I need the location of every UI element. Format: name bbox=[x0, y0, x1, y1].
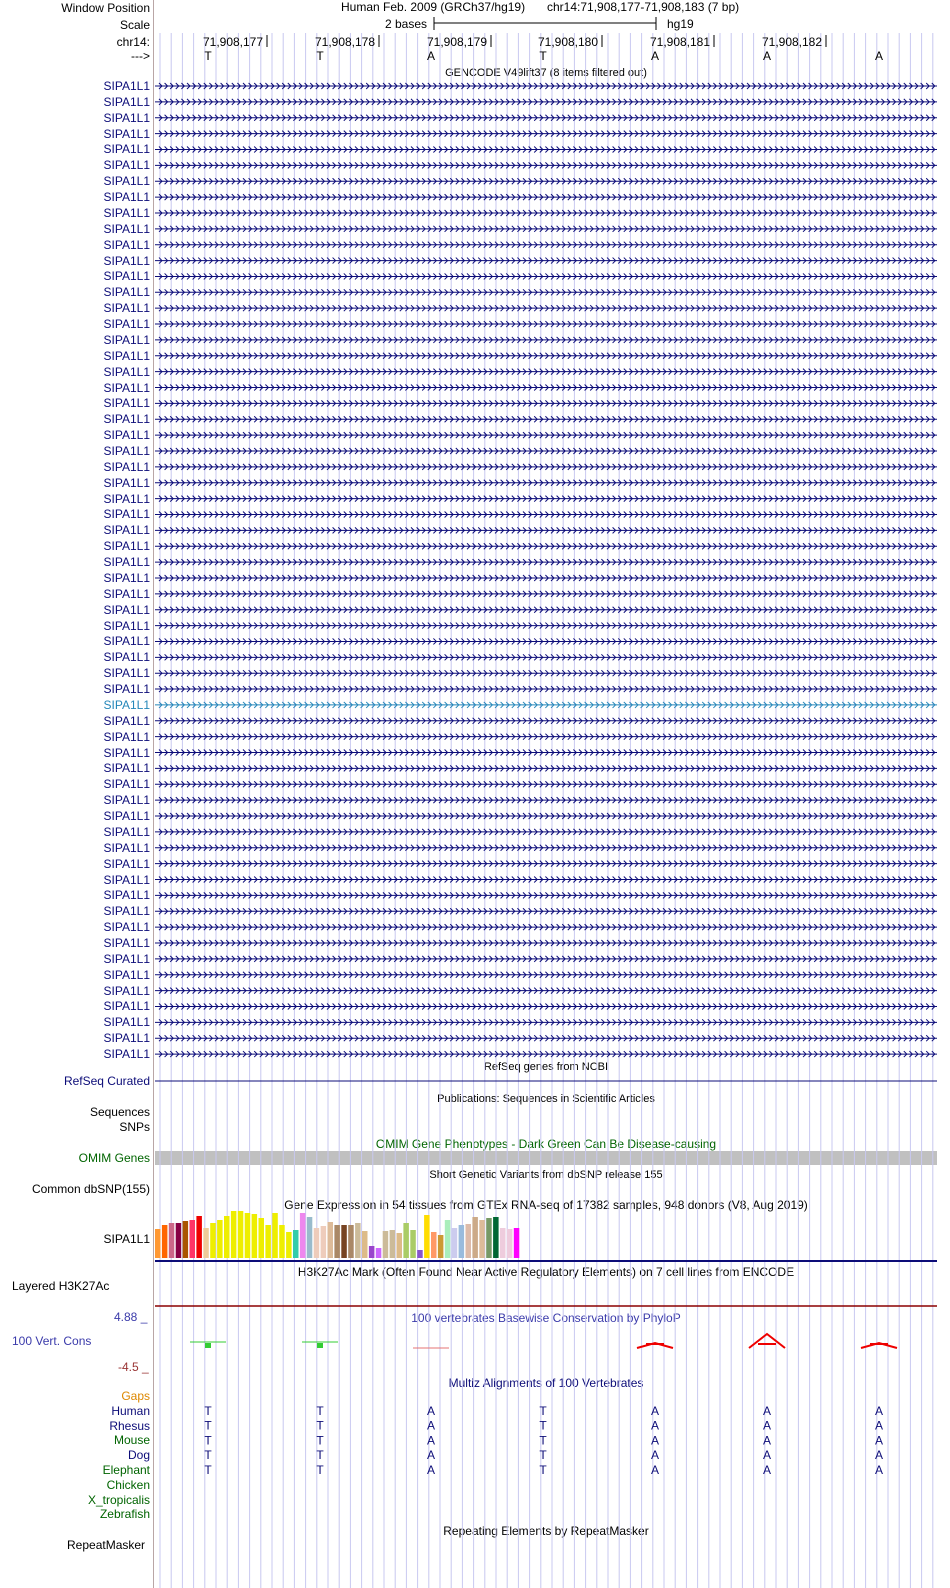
alignment-base: A bbox=[874, 1463, 884, 1477]
gene-label[interactable]: SIPA1L1 bbox=[103, 380, 150, 395]
h3k27ac-label[interactable]: Layered H3K27Ac bbox=[12, 1279, 110, 1293]
alignment-base: T bbox=[316, 1448, 324, 1463]
gene-label[interactable]: SIPA1L1 bbox=[103, 507, 150, 522]
gene-label[interactable]: SIPA1L1 bbox=[103, 221, 150, 236]
gene-label[interactable]: SIPA1L1 bbox=[103, 856, 150, 871]
coordinate-label: 71,908,181 bbox=[649, 35, 711, 49]
gtex-tissue-bar bbox=[183, 1221, 189, 1258]
alignment-base: A bbox=[650, 1463, 660, 1477]
gene-label[interactable]: SIPA1L1 bbox=[103, 539, 150, 554]
gene-label[interactable]: SIPA1L1 bbox=[103, 174, 150, 189]
gtex-tissue-bar bbox=[321, 1226, 327, 1258]
alignment-base: T bbox=[204, 1463, 212, 1477]
gene-label[interactable]: SIPA1L1 bbox=[103, 126, 150, 141]
gtex-tissue-bar bbox=[479, 1220, 485, 1258]
gene-label[interactable]: SIPA1L1 bbox=[103, 237, 150, 252]
gene-label[interactable]: SIPA1L1 bbox=[103, 79, 150, 93]
alignment-base: T bbox=[316, 1463, 324, 1477]
alignment-base: A bbox=[426, 1448, 436, 1463]
dbsnp-label[interactable]: Common dbSNP(155) bbox=[31, 1182, 150, 1196]
reference-base: A bbox=[650, 49, 660, 63]
gene-label[interactable]: SIPA1L1 bbox=[103, 809, 150, 824]
phylop-peak bbox=[861, 1343, 897, 1348]
gencode-title: GENCODE V49lift37 (8 items filtered out) bbox=[445, 67, 647, 79]
gtex-tissue-bar bbox=[334, 1225, 340, 1258]
reference-base: T bbox=[316, 49, 324, 63]
species-label[interactable]: Rhesus bbox=[109, 1418, 150, 1433]
gene-label[interactable]: SIPA1L1 bbox=[103, 285, 150, 300]
gene-label[interactable]: SIPA1L1 bbox=[103, 761, 150, 776]
gene-label[interactable]: SIPA1L1 bbox=[103, 301, 150, 316]
coordinate-label: 71,908,179 bbox=[426, 35, 488, 49]
gtex-title: Gene Expression in 54 tissues from GTEx RNA-seq of 17382 samples, 948 donors (V8, Aug 2019) bbox=[284, 1198, 808, 1212]
alignment-base: T bbox=[539, 1433, 547, 1448]
gtex-tissue-bar bbox=[176, 1223, 182, 1258]
phylop-negative-bar bbox=[205, 1343, 211, 1348]
gene-label[interactable]: SIPA1L1 bbox=[103, 793, 150, 808]
reference-base: T bbox=[204, 49, 212, 63]
gtex-tissue-bar bbox=[196, 1216, 202, 1258]
alignment-base: A bbox=[762, 1433, 772, 1448]
gene-label[interactable]: SIPA1L1 bbox=[103, 967, 150, 982]
gene-label[interactable]: SIPA1L1 bbox=[103, 745, 150, 760]
gtex-tissue-bar bbox=[210, 1223, 216, 1258]
gtex-tissue-bar bbox=[493, 1217, 499, 1258]
alignment-base: A bbox=[426, 1433, 436, 1448]
gene-label[interactable]: SIPA1L1 bbox=[103, 777, 150, 792]
repeatmasker-label[interactable]: RepeatMasker bbox=[67, 1538, 146, 1552]
gene-label[interactable]: SIPA1L1 bbox=[103, 317, 150, 332]
gene-label[interactable]: SIPA1L1 bbox=[103, 348, 150, 363]
gtex-tissue-bar bbox=[369, 1246, 375, 1258]
gtex-tissue-bar bbox=[445, 1220, 451, 1258]
chrom-label: chr14: bbox=[116, 35, 150, 49]
gtex-tissue-bar bbox=[383, 1231, 389, 1258]
alignment-base: A bbox=[762, 1418, 772, 1433]
gtex-tissue-bar bbox=[190, 1220, 196, 1258]
alignment-base: A bbox=[762, 1463, 772, 1477]
alignment-base: A bbox=[874, 1433, 884, 1448]
repeatmasker-title: Repeating Elements by RepeatMasker bbox=[443, 1524, 649, 1538]
alignment-base: T bbox=[204, 1448, 212, 1463]
scale-db: hg19 bbox=[667, 17, 694, 31]
gene-label[interactable]: SIPA1L1 bbox=[103, 269, 150, 284]
gtex-tissue-bar bbox=[472, 1217, 478, 1258]
publications-label-sequences[interactable]: Sequences bbox=[89, 1105, 150, 1119]
omim-title: OMIM Gene Phenotypes - Dark Green Can Be Disease-causing bbox=[375, 1137, 717, 1151]
gtex-tissue-bar bbox=[231, 1211, 237, 1258]
gtex-tissue-bar bbox=[314, 1228, 320, 1258]
reference-base: A bbox=[426, 49, 436, 63]
gene-label[interactable]: SIPA1L1 bbox=[103, 983, 150, 998]
gene-label[interactable]: SIPA1L1 bbox=[103, 1047, 150, 1062]
gtex-tissue-bar bbox=[286, 1232, 292, 1258]
alignment-base: T bbox=[204, 1418, 212, 1433]
alignment-base: T bbox=[204, 1403, 212, 1418]
gene-label[interactable]: SIPA1L1 bbox=[103, 396, 150, 411]
species-label[interactable]: Chicken bbox=[106, 1477, 150, 1492]
gene-label[interactable]: SIPA1L1 bbox=[103, 428, 150, 443]
gtex-tissue-bar bbox=[300, 1213, 306, 1258]
species-label[interactable]: Zebrafish bbox=[99, 1507, 150, 1522]
assembly-title: Human Feb. 2009 (GRCh37/hg19) bbox=[341, 0, 526, 14]
gene-label[interactable]: SIPA1L1 bbox=[103, 729, 150, 744]
alignment-base: A bbox=[762, 1403, 772, 1418]
species-label[interactable]: X_tropicalis bbox=[87, 1492, 150, 1507]
gtex-tissue-bar bbox=[328, 1222, 334, 1258]
gene-label[interactable]: SIPA1L1 bbox=[103, 332, 150, 347]
gene-label[interactable]: SIPA1L1 bbox=[103, 666, 150, 681]
alignment-base: A bbox=[874, 1403, 884, 1418]
gtex-tissue-bar bbox=[362, 1231, 368, 1258]
species-label[interactable]: Elephant bbox=[102, 1463, 150, 1477]
phylop-label[interactable]: 100 Vert. Cons bbox=[12, 1334, 92, 1348]
alignment-base: T bbox=[539, 1463, 547, 1477]
gene-label[interactable]: SIPA1L1 bbox=[103, 713, 150, 728]
gtex-tissue-bar bbox=[486, 1218, 492, 1258]
gene-label[interactable]: SIPA1L1 bbox=[103, 110, 150, 125]
gtex-tissue-bar bbox=[424, 1215, 430, 1258]
reference-base: A bbox=[762, 49, 772, 63]
gene-label[interactable]: SIPA1L1 bbox=[103, 888, 150, 903]
gtex-tissue-bar bbox=[459, 1225, 465, 1258]
alignment-base: A bbox=[650, 1448, 660, 1463]
gene-label[interactable]: SIPA1L1 bbox=[103, 1031, 150, 1046]
reference-base: A bbox=[874, 49, 884, 63]
alignment-base: T bbox=[539, 1403, 547, 1418]
gtex-tissue-bar bbox=[169, 1223, 175, 1258]
gtex-tissue-bar bbox=[417, 1250, 423, 1258]
gtex-gene-label[interactable]: SIPA1L1 bbox=[103, 1232, 150, 1246]
gene-label[interactable]: SIPA1L1 bbox=[103, 1015, 150, 1030]
alignment-base: A bbox=[650, 1418, 660, 1433]
gtex-tissue-bar bbox=[245, 1213, 251, 1258]
gene-label[interactable]: SIPA1L1 bbox=[103, 951, 150, 966]
phylop-title: 100 vertebrates Basewise Conservation by PhyloP bbox=[411, 1311, 681, 1325]
alignment-base: T bbox=[316, 1418, 324, 1433]
gtex-tissue-bar bbox=[162, 1225, 168, 1258]
gene-label[interactable]: SIPA1L1 bbox=[103, 697, 150, 712]
gtex-tissue-bar bbox=[410, 1230, 416, 1258]
gtex-tissue-bar bbox=[265, 1225, 271, 1258]
gene-label[interactable]: SIPA1L1 bbox=[103, 999, 150, 1014]
gene-label[interactable]: SIPA1L1 bbox=[103, 444, 150, 458]
coordinate-label: 71,908,182 bbox=[761, 35, 823, 49]
gtex-tissue-bar bbox=[341, 1225, 347, 1258]
gtex-tissue-bar bbox=[307, 1217, 313, 1258]
gene-label[interactable]: SIPA1L1 bbox=[103, 475, 150, 490]
phylop-max: 4.88 _ bbox=[114, 1310, 148, 1324]
gtex-tissue-bar bbox=[203, 1228, 209, 1258]
phylop-negative-bar bbox=[317, 1343, 323, 1348]
gtex-tissue-bar bbox=[252, 1214, 258, 1258]
gtex-tissue-bar bbox=[293, 1230, 299, 1258]
gtex-tissue-bar bbox=[217, 1220, 223, 1258]
gtex-tissue-bar bbox=[514, 1228, 520, 1258]
gene-label[interactable]: SIPA1L1 bbox=[103, 935, 150, 950]
coordinate-label: 71,908,177 bbox=[202, 35, 264, 49]
gene-label[interactable]: SIPA1L1 bbox=[103, 570, 150, 585]
position-readout: chr14:71,908,177-71,908,183 (7 bp) bbox=[547, 0, 740, 14]
gtex-tissue-bar bbox=[376, 1248, 382, 1258]
strand-label: ---> bbox=[131, 49, 150, 63]
multiz-title: Multiz Alignments of 100 Vertebrates bbox=[448, 1376, 644, 1390]
phylop-min: -4.5 _ bbox=[118, 1360, 149, 1374]
gtex-tissue-bar bbox=[259, 1218, 265, 1258]
gtex-tissue-bar bbox=[272, 1213, 278, 1258]
gene-label[interactable]: SIPA1L1 bbox=[103, 824, 150, 839]
reference-base: T bbox=[539, 49, 547, 63]
scale-text: 2 bases bbox=[385, 17, 428, 31]
gene-label[interactable]: SIPA1L1 bbox=[103, 523, 150, 538]
gene-label[interactable]: SIPA1L1 bbox=[103, 555, 150, 570]
gene-label[interactable]: SIPA1L1 bbox=[103, 205, 150, 220]
gtex-tissue-bar bbox=[155, 1229, 161, 1258]
gene-label[interactable]: SIPA1L1 bbox=[103, 682, 150, 697]
alignment-base: A bbox=[874, 1418, 884, 1433]
publications-label-snps[interactable]: SNPs bbox=[119, 1120, 150, 1134]
gene-label[interactable]: SIPA1L1 bbox=[103, 602, 150, 617]
gene-label[interactable]: SIPA1L1 bbox=[103, 491, 150, 506]
refseq-label[interactable]: RefSeq Curated bbox=[63, 1074, 150, 1088]
h3k27ac-title: H3K27Ac Mark (Often Found Near Active Regulatory Elements) on 7 cell lines from ENCODE bbox=[297, 1265, 795, 1279]
species-label[interactable]: Gaps bbox=[121, 1389, 150, 1403]
gtex-tissue-bar bbox=[452, 1228, 458, 1258]
species-label[interactable]: Dog bbox=[127, 1448, 150, 1463]
alignment-base: T bbox=[539, 1418, 547, 1433]
gene-label[interactable]: SIPA1L1 bbox=[103, 634, 150, 649]
gene-label[interactable]: SIPA1L1 bbox=[103, 618, 150, 633]
gene-label[interactable]: SIPA1L1 bbox=[103, 904, 150, 919]
gtex-tissue-bar bbox=[238, 1211, 244, 1258]
gene-label[interactable]: SIPA1L1 bbox=[103, 94, 150, 109]
phylop-peak bbox=[637, 1343, 673, 1348]
alignment-base: T bbox=[204, 1433, 212, 1448]
gtex-tissue-bar bbox=[500, 1228, 506, 1258]
gtex-tissue-bar bbox=[397, 1233, 403, 1258]
publications-title: Publications: Sequences in Scientific Articles bbox=[437, 1093, 655, 1105]
alignment-base: A bbox=[874, 1448, 884, 1463]
phylop-peak bbox=[749, 1334, 785, 1348]
gene-label[interactable]: SIPA1L1 bbox=[103, 253, 150, 268]
gene-label[interactable]: SIPA1L1 bbox=[103, 872, 150, 887]
alignment-base: A bbox=[426, 1418, 436, 1433]
gtex-tissue-bar bbox=[403, 1223, 409, 1258]
species-label[interactable]: Mouse bbox=[113, 1433, 150, 1448]
alignment-base: T bbox=[316, 1433, 324, 1448]
scale-label: Scale bbox=[119, 18, 150, 32]
gtex-tissue-bar bbox=[507, 1229, 513, 1258]
gene-label[interactable]: SIPA1L1 bbox=[103, 920, 150, 935]
alignment-base: T bbox=[316, 1403, 324, 1418]
alignment-base: A bbox=[650, 1433, 660, 1448]
species-label[interactable]: Human bbox=[111, 1403, 150, 1418]
gtex-tissue-bar bbox=[224, 1216, 230, 1258]
gtex-tissue-bar bbox=[348, 1225, 354, 1258]
gene-label[interactable]: SIPA1L1 bbox=[103, 364, 150, 379]
window-position-label: Window Position bbox=[61, 1, 150, 15]
gene-label[interactable]: SIPA1L1 bbox=[103, 650, 150, 665]
gene-label[interactable]: SIPA1L1 bbox=[103, 840, 150, 855]
gene-label[interactable]: SIPA1L1 bbox=[103, 586, 150, 601]
alignment-base: A bbox=[650, 1403, 660, 1418]
coordinate-label: 71,908,178 bbox=[314, 35, 376, 49]
gene-label[interactable]: SIPA1L1 bbox=[103, 412, 150, 427]
alignment-base: T bbox=[539, 1448, 547, 1463]
gene-label[interactable]: SIPA1L1 bbox=[103, 158, 150, 173]
gtex-tissue-bar bbox=[431, 1232, 437, 1258]
coordinate-label: 71,908,180 bbox=[537, 35, 599, 49]
gtex-tissue-bar bbox=[355, 1223, 361, 1258]
gtex-tissue-bar bbox=[438, 1235, 444, 1258]
gene-label[interactable]: SIPA1L1 bbox=[103, 459, 150, 474]
gene-label[interactable]: SIPA1L1 bbox=[103, 190, 150, 205]
alignment-base: A bbox=[426, 1403, 436, 1418]
omim-label[interactable]: OMIM Genes bbox=[78, 1151, 150, 1165]
gene-label[interactable]: SIPA1L1 bbox=[103, 142, 150, 157]
gtex-tissue-bar bbox=[279, 1225, 285, 1258]
alignment-base: A bbox=[426, 1463, 436, 1477]
gtex-tissue-bar bbox=[390, 1230, 396, 1258]
refseq-title: RefSeq genes from NCBI bbox=[483, 1061, 609, 1073]
dbsnp-title: Short Genetic Variants from dbSNP release 155 bbox=[429, 1169, 663, 1181]
gtex-tissue-bar bbox=[466, 1224, 472, 1258]
alignment-base: A bbox=[762, 1448, 772, 1463]
